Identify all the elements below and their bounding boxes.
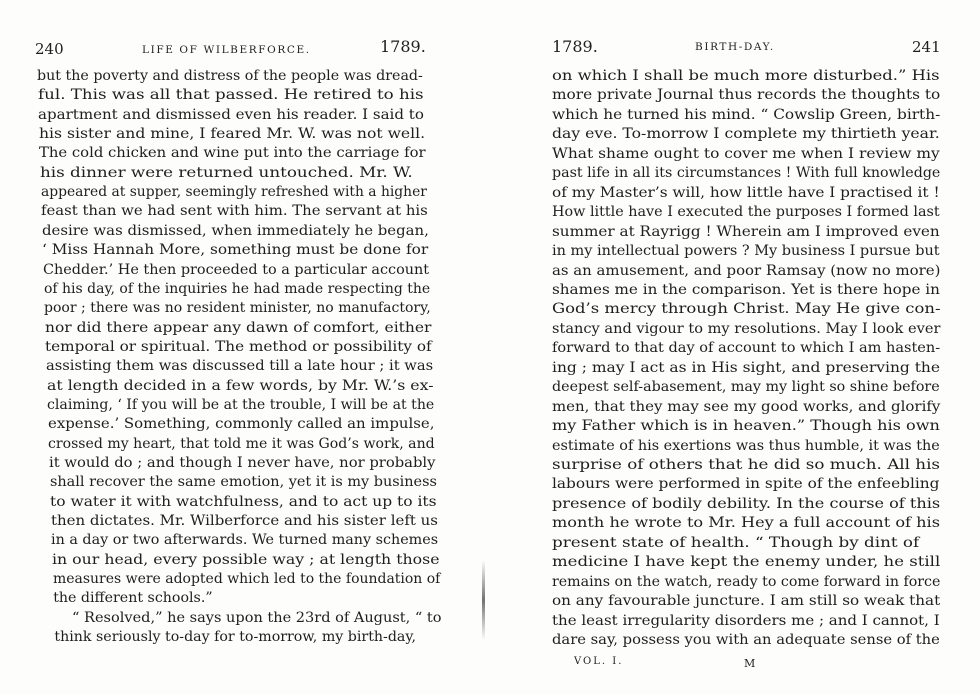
text-line: his sister and mine, I feared Mr. W. was not well. bbox=[38, 126, 425, 143]
text-line: in a day or two afterwards. We turned many schemes bbox=[51, 532, 439, 549]
text-line: summer at Rayrigg ! Wherein am I improved even bbox=[552, 223, 940, 240]
text-line: claiming, ‘ If you will be at the trouble, I will be at the bbox=[47, 396, 435, 413]
text-line: feast than we had sent with him. The servant at his bbox=[41, 203, 428, 220]
text-line: of his day, of the inquiries he had made respecting the bbox=[43, 280, 430, 297]
text-line: poor ; there was no resident minister, no manufactory, bbox=[44, 300, 431, 317]
left-year: 1789. bbox=[380, 37, 426, 56]
text-line: apartment and dismissed even his reader. I said to bbox=[38, 106, 425, 123]
text-line: labours were performed in spite of the enfeebling bbox=[552, 476, 940, 493]
left-running-head: LIFE OF WILBERFORCE. bbox=[142, 44, 311, 56]
text-line: desire was dismissed, when immediately he began, bbox=[41, 222, 429, 239]
text-line: ing ; may I act as in His sight, and preserving the bbox=[552, 359, 941, 376]
text-line: “ Resolved,” he says upon the 23rd of August, “ to bbox=[71, 609, 442, 626]
text-line: more private Journal thus records the thoughts to bbox=[552, 87, 941, 104]
text-line: medicine I have kept the enemy under, he still bbox=[552, 554, 941, 571]
text-line: Chedder.’ He then proceeded to a particular account bbox=[43, 261, 430, 278]
text-line: the different schools.” bbox=[53, 590, 213, 607]
left-page-number: 240 bbox=[35, 40, 64, 58]
text-line: of my Master’s will, how little have I practised it ! bbox=[552, 184, 940, 201]
text-line: What shame ought to cover me when I review my bbox=[552, 145, 940, 162]
signature-mark: M bbox=[744, 657, 756, 670]
signature-volume: VOL. I. bbox=[574, 656, 624, 667]
right-running-head: BIRTH-DAY. bbox=[695, 41, 775, 53]
text-line: stancy and vigour to my resolutions. May I look ever bbox=[552, 320, 941, 337]
text-line: deepest self-abasement, may my light so shine before bbox=[552, 379, 940, 396]
text-line: How little have I executed the purposes I formed last bbox=[552, 204, 940, 221]
text-line: expense.’ Something, commonly called an impulse, bbox=[47, 416, 435, 433]
text-line: temporal or spiritual. The method or possibility of bbox=[45, 338, 433, 355]
text-line: shames me in the comparison. Yet is there hope in bbox=[552, 281, 940, 298]
right-year: 1789. bbox=[552, 37, 598, 56]
text-line: his dinner were returned untouched. Mr. W. bbox=[40, 164, 413, 181]
text-line: on any favourable juncture. I am still so weak that bbox=[552, 593, 941, 610]
text-line: on which I shall be much more disturbed.” His bbox=[552, 68, 940, 84]
text-line: surprise of others that he did so much. All his bbox=[552, 457, 941, 473]
right-page-number: 241 bbox=[912, 38, 941, 56]
text-line: God’s mercy through Christ. May He give con- bbox=[552, 301, 941, 318]
text-line: in our head, every possible way ; at length those bbox=[52, 551, 440, 568]
text-line: day eve. To-morrow I complete my thirtieth year. bbox=[552, 126, 940, 143]
text-line: to water it with watchfulness, and to act up to its bbox=[50, 493, 437, 510]
text-line: crossed my heart, that told me it was God’s work, and bbox=[48, 435, 436, 452]
text-line: shall recover the same emotion, yet it is my business bbox=[49, 474, 437, 491]
text-line: as an amusement, and poor Ramsay (now no more) bbox=[552, 262, 941, 279]
text-line: men, that they may see my good works, and glorify bbox=[552, 398, 941, 415]
text-line: think seriously to-day for to-morrow, my birth-day, bbox=[54, 629, 417, 646]
text-line: nor did there appear any dawn of comfort, either bbox=[44, 319, 432, 336]
text-line: estimate of his exertions was thus humble, it was the bbox=[552, 437, 940, 454]
text-line: appeared at supper, seemingly refreshed with a higher bbox=[40, 184, 427, 201]
text-line: measures were adopted which led to the foundation of bbox=[52, 571, 440, 588]
text-line: dare say, possess you with an adequate sense of the bbox=[552, 632, 940, 649]
text-line: The cold chicken and wine put into the carriage for bbox=[39, 145, 426, 162]
text-line: present state of health. “ Though by dint of bbox=[552, 534, 920, 551]
text-line: in my intellectual powers ? My business I pursue but bbox=[552, 243, 940, 260]
text-line: then dictates. Mr. Wilberforce and his sister left us bbox=[50, 513, 438, 530]
right-page bbox=[490, 0, 980, 695]
text-line: assisting them was discussed till a late hour ; it was bbox=[46, 358, 434, 375]
text-line: the least irregularity disorders me ; and I cannot, I bbox=[552, 612, 940, 629]
text-line: month he wrote to Mr. Hey a full account of his bbox=[552, 515, 940, 532]
text-line: my Father which is in heaven.” Though his own bbox=[552, 418, 940, 435]
text-line: it would do ; and though I never have, nor probably bbox=[49, 455, 436, 471]
text-line: but the poverty and distress of the people was dread- bbox=[37, 68, 423, 84]
text-line: at length decided in a few words, by Mr. W.’s ex- bbox=[46, 377, 434, 394]
text-line: presence of bodily debility. In the course of this bbox=[552, 495, 941, 512]
text-line: remains on the watch, ready to come forward in force bbox=[552, 573, 941, 590]
text-line: forward to that day of account to which I am hasten- bbox=[552, 340, 941, 357]
text-line: ful. This was all that passed. He retired to his bbox=[37, 87, 424, 104]
text-line: past life in all its circumstances ! With full knowledge bbox=[552, 165, 941, 182]
text-line: which he turned his mind. “ Cowslip Green, birth- bbox=[552, 106, 941, 123]
text-line: ‘ Miss Hannah More, something must be done for bbox=[42, 242, 429, 259]
